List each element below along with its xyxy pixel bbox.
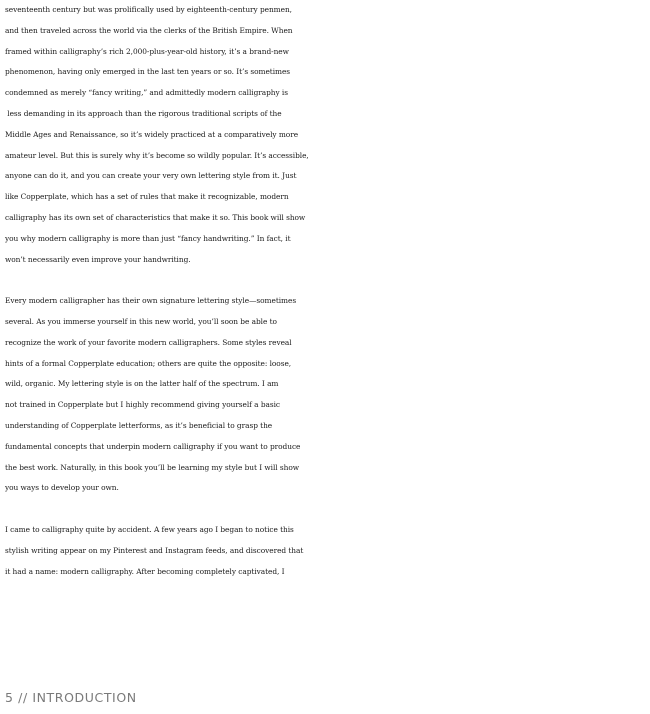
text-line: less demanding in its approach than the rigorous traditional scripts of the: [5, 108, 282, 118]
paragraph-2: [5, 291, 650, 499]
text-line: hints of a formal Copperplate education; others are quite the opposite: loose,: [5, 358, 292, 368]
text-line: framed within calligraphy’s rich 2,000-plus-year-old history, it’s a brand-new: [5, 46, 289, 56]
paragraph-gap: [5, 270, 650, 291]
text-line: phenomenon, having only emerged in the last ten years or so. It’s sometimes: [5, 67, 291, 77]
text-line: several. As you immerse yourself in this new world, you’ll soon be able to: [5, 316, 277, 326]
paragraph-gap: [5, 499, 650, 520]
text-line: like Copperplate, which has a set of rules that make it recognizable, modern: [5, 192, 289, 202]
text-line: calligraphy has its own set of characteristics that make it so. This book will show: [5, 212, 306, 222]
text-line: you ways to develop your own.: [5, 483, 119, 493]
text-line: understanding of Copperplate letterforms, as it’s beneficial to grasp the: [5, 420, 273, 430]
text-line: Every modern calligrapher has their own signature lettering style—sometimes: [5, 296, 297, 306]
text-line: wild, organic. My lettering style is on the latter half of the spectrum. I am: [5, 379, 279, 389]
text-line: the best work. Naturally, in this book you’ll be learning my style but I will show: [5, 462, 300, 472]
page-footer: 5 // INTRODUCTION: [5, 690, 137, 705]
text-line: not trained in Copperplate but I highly recommend giving yourself a basic: [5, 400, 281, 410]
text-line: fundamental concepts that underpin modern calligraphy if you want to produce: [5, 441, 301, 451]
paragraph-3: [5, 520, 650, 582]
text-line: seventeenth century but was prolifically used by eighteenth-century penmen,: [5, 5, 292, 14]
text-line: and then traveled across the world via the clerks of the British Empire. When: [5, 25, 293, 35]
text-line: I came to calligraphy quite by accident. A few years ago I began to notice this: [5, 524, 294, 534]
body-text: [5, 0, 650, 582]
text-line: anyone can do it, and you can create your very own lettering style from it. Just: [5, 171, 297, 181]
text-line: recognize the work of your favorite modern calligraphers. Some styles reveal: [5, 337, 292, 347]
text-line: stylish writing appear on my Pinterest and Instagram feeds, and discovered that: [5, 545, 304, 555]
text-line: won’t necessarily even improve your handwriting.: [5, 254, 191, 264]
text-line: Middle Ages and Renaissance, so it’s widely practiced at a comparatively more: [5, 129, 299, 139]
text-line: condemned as merely “fancy writing,” and admittedly modern calligraphy is: [5, 88, 288, 98]
paragraph-1: [5, 0, 650, 270]
text-line: it had a name: modern calligraphy. After becoming completely captivated, I: [5, 566, 285, 576]
text-line: you why modern calligraphy is more than just “fancy handwriting.” In fact, it: [5, 233, 291, 243]
text-line: amateur level. But this is surely why it’s become so wildly popular. It’s accessible,: [5, 150, 309, 160]
